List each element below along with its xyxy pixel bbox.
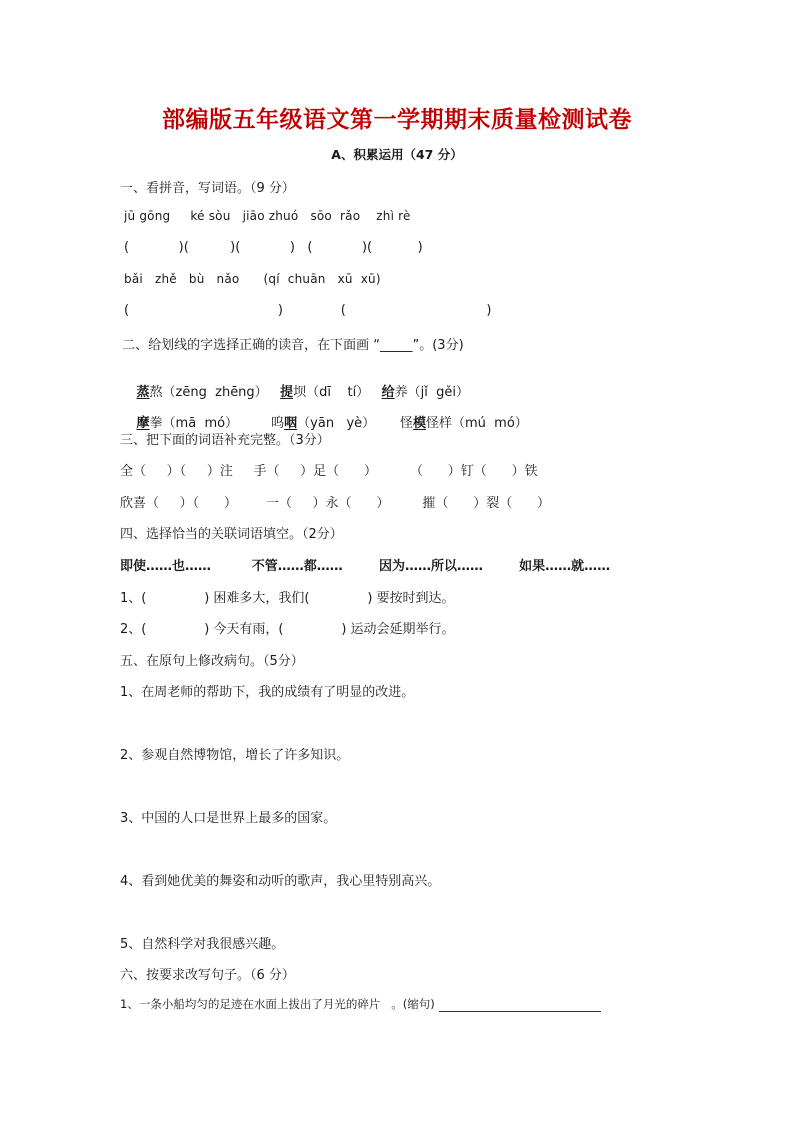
q2-word-4[interactable]: 拳（mā mó） xyxy=(149,416,239,431)
q6-heading: 六、按要求改写句子。（6 分） xyxy=(120,968,295,983)
q5-sentence-1[interactable]: 1、在周老师的帮助下，我的成绩有了明显的改进。 xyxy=(120,685,415,700)
section-subtitle: A、积累运用（47 分） xyxy=(331,147,463,162)
q2-word-2[interactable]: 坝（dī tí） xyxy=(293,385,370,400)
page-title: 部编版五年级语文第一学期期末质量检测试卷 xyxy=(162,107,632,133)
q4-sentence-2[interactable]: 2、( ) 今天有雨，( ) 运动会延期举行。 xyxy=(120,622,455,637)
q2-word-6[interactable]: 怪样（mú mó） xyxy=(425,416,528,431)
q2-word-2-underlined: 提 xyxy=(280,385,294,400)
q2-word-1-underlined: 蒸 xyxy=(136,385,150,400)
q4-options: 即使……也…… 不管……都…… 因为……所以…… 如果……就…… xyxy=(120,559,611,574)
q2-word-3-underlined: 给 xyxy=(381,385,395,400)
q3-row-2[interactable]: 欣喜（ ）（ ） 一（ ）永（ ） 摧（ ）裂（ ） xyxy=(120,496,550,511)
q1-pinyin-row-1: jū gōng ké sòu jiāo zhuó sōo rǎo zhì rè xyxy=(124,209,411,223)
q2-word-5[interactable]: （yān yè） xyxy=(297,416,376,431)
q5-sentence-5[interactable]: 5、自然科学对我很感兴趣。 xyxy=(120,937,285,952)
q2-word-5-prefix: 呜 xyxy=(271,416,285,431)
q6-sentence-1 xyxy=(120,996,601,1012)
q4-sentence-1[interactable]: 1、( ) 困难多大，我们( ) 要按时到达。 xyxy=(120,591,455,606)
q2-word-1[interactable]: 熬（zēng zhēng） xyxy=(149,385,268,400)
q1-pinyin-row-2: bǎi zhě bù nǎo (qí chuān xū xū) xyxy=(124,272,381,286)
q1-blanks-row-1[interactable]: ( )( )( ) ( )( ) xyxy=(124,240,423,255)
q2-word-5-underlined: 咽 xyxy=(284,416,298,431)
q2-word-6-underlined: 模 xyxy=(412,416,426,431)
q5-sentence-2[interactable]: 2、参观自然博物馆，增长了许多知识。 xyxy=(120,748,350,763)
q2-word-4-underlined: 摩 xyxy=(136,416,150,431)
q2-word-6-prefix: 怪 xyxy=(399,416,413,431)
q5-sentence-3[interactable]: 3、中国的人口是世界上最多的国家。 xyxy=(120,811,337,826)
q1-blanks-row-2[interactable]: ( ) ( ) xyxy=(124,303,492,318)
q1-heading: 一、看拼音，写词语。（9 分） xyxy=(120,181,295,196)
q2-word-3[interactable]: 养（jǐ gěi） xyxy=(394,385,469,400)
q3-heading: 三、把下面的词语补充完整。（3分） xyxy=(120,433,330,448)
q2-heading: 二、给划线的字选择正确的读音，在下面画 “_____”。(3分) xyxy=(118,338,464,353)
answer-line[interactable] xyxy=(439,999,601,1012)
q5-sentence-4[interactable]: 4、看到她优美的舞姿和动听的歌声，我心里特别高兴。 xyxy=(120,874,441,889)
q4-heading: 四、选择恰当的关联词语填空。（2分） xyxy=(120,527,343,542)
q6-sentence-1-text: 1、一条小船均匀的足迹在水面上拔出了月光的碎片 。(缩句) xyxy=(120,997,435,1011)
q3-row-1[interactable]: 全（ ）（ ）注 手（ ）足（ ） （ ）钉（ ）铁 xyxy=(120,464,538,479)
q5-heading: 五、在原句上修改病句。（5分） xyxy=(120,654,304,669)
